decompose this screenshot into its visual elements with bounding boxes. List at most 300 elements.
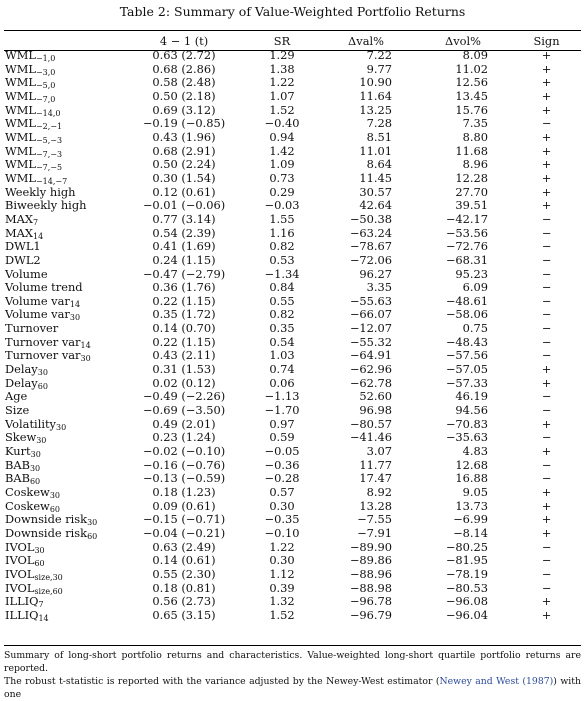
row-delta-vol: −35.63 bbox=[445, 430, 488, 445]
row-name bbox=[4, 227, 122, 241]
row-sign: + bbox=[541, 594, 552, 609]
row-return: 0.36 (1.76) bbox=[152, 280, 216, 295]
row-name bbox=[4, 568, 122, 582]
row-name bbox=[4, 76, 122, 90]
row-delta-vol: −53.56 bbox=[445, 225, 488, 240]
row-name-subscript: −2,−1 bbox=[35, 122, 63, 132]
row-name-text: WML bbox=[5, 143, 36, 158]
row-sharpe: 1.22 bbox=[269, 75, 295, 90]
table-title: Table 2: Summary of Value-Weighted Portfolio Returns bbox=[119, 4, 466, 19]
row-sharpe: −0.05 bbox=[264, 444, 300, 459]
table-row bbox=[4, 172, 581, 186]
row-sign: + bbox=[541, 375, 552, 390]
row-delta-vol: −96.04 bbox=[445, 607, 488, 622]
row-delta-val: −89.90 bbox=[349, 539, 392, 554]
row-sharpe: 1.42 bbox=[269, 143, 295, 158]
table-row bbox=[4, 254, 581, 268]
row-delta-val: −7.55 bbox=[357, 512, 392, 527]
table-row bbox=[4, 609, 581, 623]
row-delta-val: −50.38 bbox=[349, 211, 392, 226]
row-delta-val: 96.27 bbox=[359, 266, 392, 281]
row-name bbox=[4, 117, 122, 131]
row-name bbox=[4, 158, 122, 172]
row-sharpe: 0.53 bbox=[269, 252, 295, 267]
row-name bbox=[4, 500, 122, 514]
row-name-text: IVOL bbox=[5, 553, 35, 568]
row-delta-val: 13.28 bbox=[359, 498, 392, 513]
row-sharpe: −0.10 bbox=[264, 525, 300, 540]
row-name bbox=[4, 472, 122, 486]
row-name bbox=[4, 172, 122, 186]
row-sharpe: 0.97 bbox=[269, 416, 295, 431]
row-sign: − bbox=[541, 403, 552, 418]
row-name bbox=[4, 349, 122, 363]
row-delta-val: −80.57 bbox=[349, 416, 392, 431]
row-delta-val: 8.51 bbox=[366, 129, 392, 144]
row-return: −0.19 (−0.85) bbox=[142, 116, 226, 131]
header-delta-val: Δval% bbox=[348, 34, 384, 48]
table-row bbox=[4, 63, 581, 77]
top-rule bbox=[4, 30, 581, 31]
row-sharpe: −1.70 bbox=[264, 403, 300, 418]
row-sign: − bbox=[541, 539, 552, 554]
table-row bbox=[4, 582, 581, 596]
row-delta-vol: 8.96 bbox=[462, 157, 488, 172]
row-name bbox=[4, 459, 122, 473]
header-sign: Sign bbox=[533, 34, 560, 48]
row-delta-vol: −48.43 bbox=[445, 334, 488, 349]
row-delta-vol: −8.14 bbox=[453, 525, 488, 540]
row-delta-val: 3.07 bbox=[366, 444, 392, 459]
table-row bbox=[4, 568, 581, 582]
row-name-subscript: −7,0 bbox=[35, 94, 56, 104]
row-sharpe: −1.34 bbox=[264, 266, 300, 281]
row-name bbox=[4, 336, 122, 350]
row-delta-val: −63.24 bbox=[349, 225, 392, 240]
row-delta-val: 9.77 bbox=[366, 61, 392, 76]
returns-table bbox=[4, 33, 581, 623]
row-delta-val: 8.64 bbox=[366, 157, 392, 172]
row-sharpe: 1.09 bbox=[269, 157, 295, 172]
row-sharpe: 0.82 bbox=[269, 239, 295, 254]
row-sign: + bbox=[541, 525, 552, 540]
table-row bbox=[4, 213, 581, 227]
row-delta-val: 8.92 bbox=[366, 485, 392, 499]
row-name-text: WML bbox=[5, 157, 36, 172]
row-name-text: Turnover var bbox=[5, 334, 81, 349]
row-return: 0.77 (3.14) bbox=[152, 211, 216, 226]
table-row bbox=[4, 554, 581, 568]
row-sign: − bbox=[541, 211, 552, 226]
row-delta-val: −62.96 bbox=[349, 362, 392, 377]
row-delta-val: 30.57 bbox=[359, 184, 392, 199]
row-delta-vol: 4.83 bbox=[462, 444, 488, 459]
row-delta-vol: −48.61 bbox=[445, 293, 488, 308]
row-sharpe: 0.73 bbox=[269, 170, 295, 185]
table-row bbox=[4, 390, 581, 404]
row-name-text: Kurt bbox=[5, 444, 31, 459]
row-name-text: MAX bbox=[5, 211, 33, 226]
row-return: −0.47 (−2.79) bbox=[142, 266, 226, 281]
row-return: 0.30 (1.54) bbox=[152, 170, 216, 185]
row-delta-vol: 11.02 bbox=[455, 61, 488, 76]
row-sharpe: 0.54 bbox=[269, 334, 295, 349]
row-name-subscript: 14 bbox=[33, 231, 44, 241]
row-name-text: Coskew bbox=[5, 498, 50, 513]
table-caption bbox=[4, 649, 581, 701]
row-name bbox=[4, 308, 122, 322]
row-name-text: Size bbox=[5, 403, 30, 418]
row-name-text: WML bbox=[5, 170, 36, 185]
row-name-text: WML bbox=[5, 48, 36, 62]
row-name bbox=[4, 49, 122, 63]
row-delta-vol: −96.08 bbox=[445, 594, 488, 609]
row-delta-val: −78.67 bbox=[349, 239, 392, 254]
row-delta-val: 42.64 bbox=[359, 198, 392, 213]
row-return: 0.65 (3.15) bbox=[152, 607, 216, 622]
row-name-text: Age bbox=[5, 389, 28, 404]
row-name-subscript: 30 bbox=[69, 313, 81, 323]
row-return: 0.55 (2.30) bbox=[152, 566, 216, 581]
caption-line-1: Summary of long-short portfolio returns and characteristics. Value-weighted long-short quartile portfolio returns are reported. bbox=[4, 650, 581, 674]
row-sign: − bbox=[541, 580, 552, 595]
row-delta-val: 11.01 bbox=[359, 143, 392, 158]
row-sign: − bbox=[541, 293, 552, 308]
row-delta-vol: −58.06 bbox=[445, 307, 488, 322]
table-row bbox=[4, 418, 581, 432]
row-delta-vol: 12.56 bbox=[455, 75, 488, 90]
row-delta-vol: −57.56 bbox=[445, 348, 488, 363]
row-sharpe: 1.16 bbox=[269, 225, 295, 240]
row-delta-val: −72.06 bbox=[349, 252, 392, 267]
table-row bbox=[4, 363, 581, 377]
row-sign: − bbox=[541, 225, 552, 240]
row-sharpe: 1.55 bbox=[269, 211, 295, 226]
table-row bbox=[4, 199, 581, 213]
row-sign: + bbox=[541, 485, 552, 499]
row-sign: + bbox=[541, 512, 552, 527]
row-name-text: WML bbox=[5, 61, 36, 76]
row-delta-vol: −70.83 bbox=[445, 416, 488, 431]
table-row bbox=[4, 227, 581, 241]
table-row bbox=[4, 459, 581, 473]
row-name bbox=[4, 254, 122, 268]
row-sharpe: 0.94 bbox=[269, 129, 295, 144]
row-delta-vol: −80.25 bbox=[445, 539, 488, 554]
row-name bbox=[4, 418, 122, 432]
row-name-subscript: 30 bbox=[87, 518, 98, 528]
row-sharpe: −0.40 bbox=[264, 116, 300, 131]
row-delta-vol: 27.70 bbox=[455, 184, 488, 199]
row-name bbox=[4, 131, 122, 145]
table-row bbox=[4, 145, 581, 159]
row-sign: − bbox=[541, 457, 552, 472]
row-return: 0.22 (1.15) bbox=[152, 334, 216, 349]
row-return: 0.49 (2.01) bbox=[152, 416, 216, 431]
row-sign: − bbox=[541, 334, 552, 349]
row-name-subscript: size,60 bbox=[34, 586, 63, 596]
row-sharpe: 0.57 bbox=[269, 485, 295, 499]
row-delta-vol: 12.28 bbox=[455, 170, 488, 185]
table-row bbox=[4, 131, 581, 145]
row-sign: + bbox=[541, 157, 552, 172]
row-name-subscript: −7,−3 bbox=[35, 149, 63, 159]
row-name-subscript: 60 bbox=[34, 559, 45, 569]
row-delta-val: −88.96 bbox=[349, 566, 392, 581]
row-return: 0.54 (2.39) bbox=[152, 225, 216, 240]
row-name-subscript: 30 bbox=[36, 436, 47, 446]
row-return: 0.69 (3.12) bbox=[152, 102, 216, 117]
row-return: −0.69 (−3.50) bbox=[142, 403, 226, 418]
row-name-text: Skew bbox=[5, 430, 37, 445]
row-name-subscript: 30 bbox=[37, 368, 48, 378]
table-row bbox=[4, 295, 581, 309]
row-name-subscript: −7,−5 bbox=[35, 163, 63, 173]
row-return: 0.12 (0.61) bbox=[152, 184, 216, 199]
row-delta-vol: 46.19 bbox=[455, 389, 488, 404]
row-name bbox=[4, 145, 122, 159]
row-delta-vol: 16.88 bbox=[455, 471, 488, 486]
row-return: 0.18 (1.23) bbox=[152, 485, 216, 499]
row-sign: + bbox=[541, 607, 552, 622]
row-name bbox=[4, 431, 122, 445]
row-sharpe: 1.32 bbox=[269, 594, 295, 609]
row-sharpe: 1.52 bbox=[269, 102, 295, 117]
row-delta-val: −12.07 bbox=[349, 321, 392, 336]
row-return: 0.56 (2.73) bbox=[152, 594, 216, 609]
row-sign: + bbox=[541, 48, 552, 62]
row-name-text: WML bbox=[5, 129, 36, 144]
row-return: 0.63 (2.72) bbox=[152, 48, 216, 62]
row-sign: − bbox=[541, 252, 552, 267]
row-sign: + bbox=[541, 88, 552, 103]
row-name-subscript: 60 bbox=[87, 531, 98, 541]
row-sign: + bbox=[541, 362, 552, 377]
row-name-subscript: 7 bbox=[38, 600, 44, 610]
table-row bbox=[4, 76, 581, 90]
row-name-text: IVOL bbox=[5, 566, 35, 581]
row-delta-vol: −68.31 bbox=[445, 252, 488, 267]
table-row bbox=[4, 513, 581, 527]
row-delta-val: 11.77 bbox=[359, 457, 392, 472]
row-delta-val: 7.28 bbox=[366, 116, 392, 131]
row-name bbox=[4, 268, 122, 282]
table-body bbox=[4, 49, 581, 623]
row-sign: + bbox=[541, 198, 552, 213]
row-sign: + bbox=[541, 102, 552, 117]
row-delta-val: 7.22 bbox=[366, 48, 392, 62]
row-delta-vol: 15.76 bbox=[455, 102, 488, 117]
row-name-subscript: 30 bbox=[34, 545, 45, 555]
row-name-text: Volume var bbox=[5, 293, 70, 308]
row-name-text: DWL2 bbox=[5, 252, 41, 267]
row-return: 0.02 (0.12) bbox=[152, 375, 216, 390]
row-delta-val: −89.86 bbox=[349, 553, 392, 568]
row-return: −0.49 (−2.26) bbox=[142, 389, 226, 404]
row-return: 0.43 (1.96) bbox=[152, 129, 216, 144]
row-sharpe: 1.22 bbox=[269, 539, 295, 554]
row-sharpe: 0.39 bbox=[269, 580, 295, 595]
table-row bbox=[4, 158, 581, 172]
row-name-subscript: −1,0 bbox=[35, 54, 56, 63]
row-delta-val: 17.47 bbox=[359, 471, 392, 486]
row-delta-val: −7.91 bbox=[357, 525, 392, 540]
row-name bbox=[4, 213, 122, 227]
row-delta-val: −96.78 bbox=[349, 594, 392, 609]
table-row bbox=[4, 117, 581, 131]
row-delta-vol: 13.73 bbox=[455, 498, 488, 513]
row-name bbox=[4, 582, 122, 596]
table-row bbox=[4, 500, 581, 514]
table-row bbox=[4, 472, 581, 486]
row-name-text: IVOL bbox=[5, 580, 35, 595]
row-sharpe: −0.03 bbox=[264, 198, 300, 213]
header-sharpe: SR bbox=[273, 34, 291, 48]
row-name-subscript: 30 bbox=[49, 491, 60, 500]
table-row bbox=[4, 336, 581, 350]
row-name bbox=[4, 377, 122, 391]
table-row bbox=[4, 431, 581, 445]
row-sharpe: 0.84 bbox=[269, 280, 295, 295]
row-name-subscript: −14,−7 bbox=[35, 176, 68, 186]
row-return: 0.18 (0.81) bbox=[152, 580, 216, 595]
row-sign: − bbox=[541, 321, 552, 336]
row-sharpe: 0.74 bbox=[269, 362, 295, 377]
row-return: 0.31 (1.53) bbox=[152, 362, 216, 377]
row-name-text: Downside risk bbox=[5, 525, 88, 540]
row-sharpe: −1.13 bbox=[264, 389, 300, 404]
row-sharpe: 1.12 bbox=[269, 566, 295, 581]
row-name bbox=[4, 390, 122, 404]
row-delta-val: 11.64 bbox=[359, 88, 392, 103]
row-return: 0.23 (1.24) bbox=[152, 430, 216, 445]
header-delta-vol: Δvol% bbox=[445, 34, 481, 48]
row-delta-vol: 0.75 bbox=[462, 321, 488, 336]
row-return: −0.15 (−0.71) bbox=[142, 512, 226, 527]
row-delta-vol: −57.05 bbox=[445, 362, 488, 377]
row-return: −0.16 (−0.76) bbox=[142, 457, 226, 472]
row-sign: + bbox=[541, 184, 552, 199]
row-name-text: WML bbox=[5, 88, 36, 103]
row-delta-vol: 13.45 bbox=[455, 88, 488, 103]
header-return: 4 − 1 (t) bbox=[159, 34, 209, 48]
row-name-text: BAB bbox=[5, 471, 30, 486]
row-sign: − bbox=[541, 266, 552, 281]
row-sharpe: 0.82 bbox=[269, 307, 295, 322]
row-name-subscript: −3,0 bbox=[35, 67, 56, 77]
row-name bbox=[4, 513, 122, 527]
row-name bbox=[4, 541, 122, 555]
row-return: 0.14 (0.70) bbox=[152, 321, 216, 336]
row-sign: + bbox=[541, 416, 552, 431]
row-sign: − bbox=[541, 566, 552, 581]
row-name-subscript: 14 bbox=[80, 340, 91, 350]
row-name-text: Coskew bbox=[5, 485, 50, 499]
row-delta-vol: −57.33 bbox=[445, 375, 488, 390]
table-row bbox=[4, 240, 581, 254]
row-delta-val: −64.91 bbox=[349, 348, 392, 363]
table-row bbox=[4, 486, 581, 500]
row-delta-vol: −78.19 bbox=[445, 566, 488, 581]
row-delta-vol: 7.35 bbox=[462, 116, 488, 131]
row-sign: + bbox=[541, 129, 552, 144]
row-name-text: ILLIQ bbox=[5, 594, 39, 609]
row-return: 0.63 (2.49) bbox=[152, 539, 216, 554]
caption-line-2: The robust t-statistic is reported with the variance adjusted by the Newey-West estimator ( bbox=[4, 676, 440, 687]
row-return: 0.68 (2.86) bbox=[152, 61, 216, 76]
row-name-text: DWL1 bbox=[5, 239, 41, 254]
row-delta-val: −55.63 bbox=[349, 293, 392, 308]
row-sign: + bbox=[541, 170, 552, 185]
row-name-text: Volume trend bbox=[5, 280, 83, 295]
row-return: 0.68 (2.91) bbox=[152, 143, 216, 158]
row-name-subscript: size,30 bbox=[34, 572, 63, 582]
row-name bbox=[4, 595, 122, 609]
row-sign: − bbox=[541, 307, 552, 322]
row-return: 0.35 (1.72) bbox=[152, 307, 216, 322]
header-row bbox=[4, 33, 581, 49]
row-name-text: Turnover var bbox=[5, 348, 81, 363]
citation-link[interactable]: Newey and West (1987) bbox=[439, 676, 554, 687]
row-name-subscript: 60 bbox=[49, 504, 60, 514]
row-sign: + bbox=[541, 444, 552, 459]
row-sign: − bbox=[541, 471, 552, 486]
row-name-text: Turnover bbox=[5, 321, 59, 336]
row-name-text: BAB bbox=[5, 457, 30, 472]
row-name bbox=[4, 90, 122, 104]
row-sign: − bbox=[541, 389, 552, 404]
row-sign: − bbox=[541, 116, 552, 131]
row-name bbox=[4, 63, 122, 77]
row-delta-val: −41.46 bbox=[349, 430, 392, 445]
row-delta-vol: −80.53 bbox=[445, 580, 488, 595]
row-sign: + bbox=[541, 143, 552, 158]
row-return: 0.58 (2.48) bbox=[152, 75, 216, 90]
table-row bbox=[4, 527, 581, 541]
header-name bbox=[4, 33, 122, 49]
row-sign: + bbox=[541, 61, 552, 76]
row-delta-val: −66.07 bbox=[349, 307, 392, 322]
row-delta-vol: −6.99 bbox=[453, 512, 488, 527]
row-sharpe: 1.29 bbox=[269, 48, 295, 62]
row-name-text: Delay bbox=[5, 375, 38, 390]
row-name bbox=[4, 554, 122, 568]
row-name-subscript: 30 bbox=[80, 354, 91, 364]
row-name-text: IVOL bbox=[5, 539, 35, 554]
row-delta-vol: 12.68 bbox=[455, 457, 488, 472]
row-return: −0.02 (−0.10) bbox=[142, 444, 226, 459]
row-sign: − bbox=[541, 430, 552, 445]
table-row bbox=[4, 541, 581, 555]
row-sharpe: 1.38 bbox=[269, 61, 295, 76]
row-name-text: Weekly high bbox=[5, 184, 76, 199]
row-delta-vol: 94.56 bbox=[455, 403, 488, 418]
row-return: 0.24 (1.15) bbox=[152, 252, 216, 267]
row-sharpe: 0.30 bbox=[269, 498, 295, 513]
row-sharpe: 0.06 bbox=[269, 375, 295, 390]
row-delta-vol: 39.51 bbox=[455, 198, 488, 213]
row-name bbox=[4, 527, 122, 541]
table-row bbox=[4, 49, 581, 63]
row-name-text: WML bbox=[5, 116, 36, 131]
row-name bbox=[4, 186, 122, 200]
row-sharpe: −0.28 bbox=[264, 471, 300, 486]
table-row bbox=[4, 322, 581, 336]
row-sign: + bbox=[541, 498, 552, 513]
row-sharpe: 1.07 bbox=[269, 88, 295, 103]
row-sharpe: 0.30 bbox=[269, 553, 295, 568]
row-name bbox=[4, 609, 122, 623]
